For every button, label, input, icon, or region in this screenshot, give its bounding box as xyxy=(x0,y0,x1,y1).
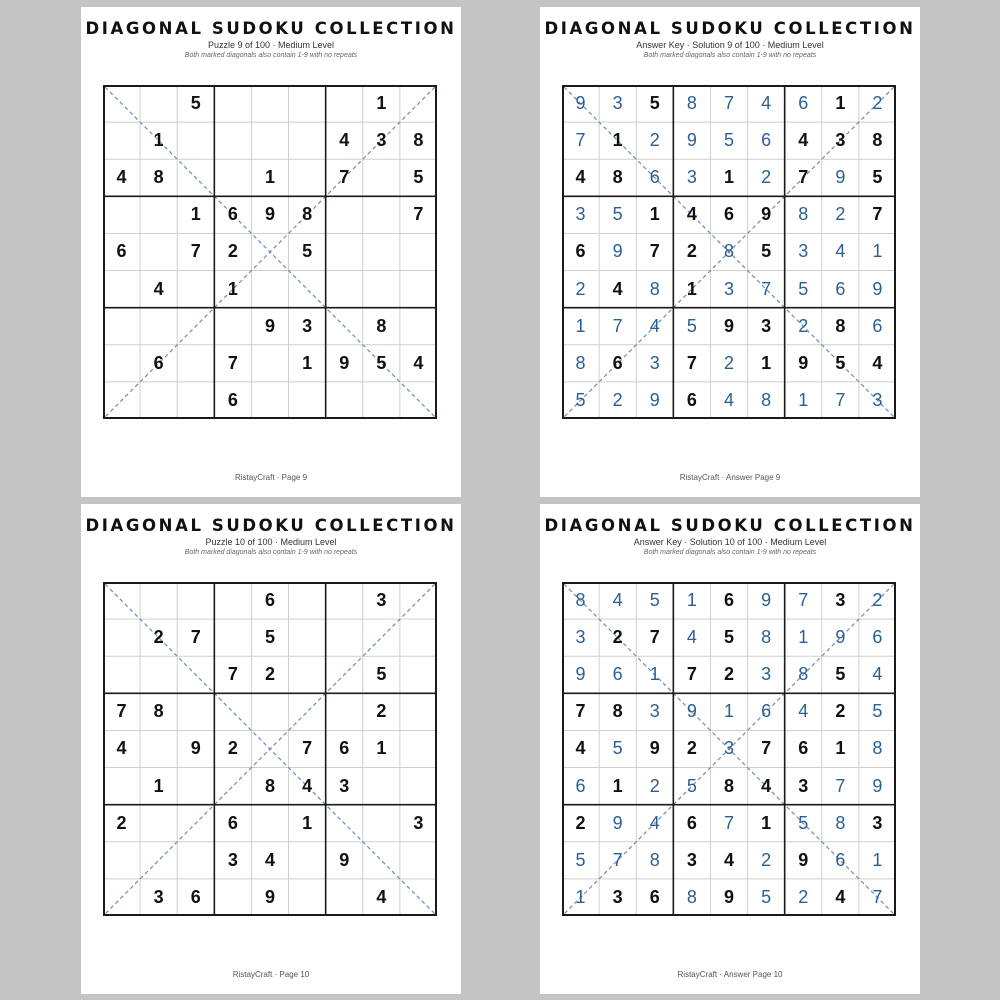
given-digit: 4 xyxy=(798,130,809,151)
diagonal-rule-note: Both marked diagonals also contain 1-9 with no repeats xyxy=(643,549,817,556)
given-digit: 1 xyxy=(835,738,846,759)
given-digit: 9 xyxy=(264,886,275,907)
given-digit: 3 xyxy=(376,130,387,151)
given-digit: 6 xyxy=(153,352,164,373)
given-digit: 8 xyxy=(153,167,164,188)
solution-digit: 4 xyxy=(649,812,660,833)
given-digit: 6 xyxy=(116,241,127,262)
solution-digit: 1 xyxy=(575,315,586,336)
given-digit: 8 xyxy=(723,775,734,796)
given-digit: 1 xyxy=(190,204,201,225)
given-digit: 7 xyxy=(761,738,772,759)
given-digit: 4 xyxy=(761,775,772,796)
page-title: DIAGONAL SUDOKU COLLECTION xyxy=(85,19,457,38)
solution-digit: 8 xyxy=(686,93,697,114)
solution-digit: 9 xyxy=(835,167,846,188)
solution-digit: 1 xyxy=(872,849,883,870)
solution-digit: 3 xyxy=(575,204,586,225)
solution-digit: 8 xyxy=(575,352,586,373)
given-digit: 8 xyxy=(153,701,164,722)
solution-digit: 7 xyxy=(723,93,734,114)
given-digit: 2 xyxy=(153,627,164,648)
solution-digit: 7 xyxy=(835,389,846,410)
solution-digit: 4 xyxy=(612,590,623,611)
given-digit: 9 xyxy=(339,352,350,373)
given-digit: 9 xyxy=(190,738,201,759)
given-digit: 4 xyxy=(339,130,350,151)
solution-digit: 2 xyxy=(798,886,809,907)
given-digit: 3 xyxy=(413,812,424,833)
solution-digit: 7 xyxy=(612,315,623,336)
given-digit: 7 xyxy=(686,352,697,373)
given-digit: 9 xyxy=(264,315,275,336)
given-digit: 9 xyxy=(798,849,809,870)
given-digit: 7 xyxy=(116,701,127,722)
given-digit: 2 xyxy=(612,627,623,648)
given-digit: 5 xyxy=(649,93,660,114)
given-digit: 4 xyxy=(116,738,127,759)
given-digit: 1 xyxy=(227,278,238,299)
given-digit: 5 xyxy=(723,627,734,648)
given-digit: 5 xyxy=(872,167,883,188)
solution-digit: 7 xyxy=(761,278,772,299)
solution-digit: 5 xyxy=(612,738,623,759)
solution-digit: 5 xyxy=(575,389,586,410)
solution-digit: 5 xyxy=(649,590,660,611)
solution-digit: 1 xyxy=(872,241,883,262)
given-digit: 6 xyxy=(227,812,238,833)
given-digit: 1 xyxy=(612,130,623,151)
given-digit: 7 xyxy=(302,738,313,759)
given-digit: 3 xyxy=(227,849,238,870)
given-digit: 5 xyxy=(413,167,424,188)
solution-digit: 1 xyxy=(723,701,734,722)
given-digit: 6 xyxy=(227,204,238,225)
solution-digit: 6 xyxy=(761,701,772,722)
sudoku-grid xyxy=(103,85,437,419)
solution-digit: 6 xyxy=(761,130,772,151)
answer-page-10 xyxy=(540,504,920,994)
given-digit: 1 xyxy=(835,93,846,114)
solution-digit: 4 xyxy=(798,701,809,722)
solution-digit: 1 xyxy=(798,389,809,410)
solution-digit: 9 xyxy=(872,278,883,299)
solution-digit: 2 xyxy=(798,315,809,336)
given-digit: 8 xyxy=(264,775,275,796)
given-digit: 2 xyxy=(376,701,387,722)
solution-digit: 6 xyxy=(872,627,883,648)
given-digit: 1 xyxy=(153,775,164,796)
solution-digit: 1 xyxy=(575,886,586,907)
solution-digit: 8 xyxy=(835,812,846,833)
given-digit: 9 xyxy=(339,849,350,870)
given-digit: 1 xyxy=(302,352,313,373)
solution-digit: 9 xyxy=(612,241,623,262)
given-digit: 6 xyxy=(227,389,238,410)
given-digit: 6 xyxy=(575,241,586,262)
given-digit: 5 xyxy=(835,664,846,685)
given-digit: 3 xyxy=(835,590,846,611)
solution-digit: 7 xyxy=(835,775,846,796)
given-digit: 8 xyxy=(376,315,387,336)
solution-digit: 8 xyxy=(798,204,809,225)
solution-digit: 4 xyxy=(723,389,734,410)
given-digit: 1 xyxy=(376,738,387,759)
given-digit: 4 xyxy=(302,775,313,796)
given-digit: 6 xyxy=(190,886,201,907)
solution-digit: 3 xyxy=(649,352,660,373)
given-digit: 6 xyxy=(612,352,623,373)
solution-digit: 7 xyxy=(575,130,586,151)
diagonal-rule-note: Both marked diagonals also contain 1-9 with no repeats xyxy=(184,52,358,59)
given-digit: 3 xyxy=(686,849,697,870)
solution-digit: 2 xyxy=(649,130,660,151)
solution-digit: 6 xyxy=(835,278,846,299)
solution-digit: 5 xyxy=(798,278,809,299)
given-digit: 1 xyxy=(761,352,772,373)
given-digit: 1 xyxy=(761,812,772,833)
solution-digit: 5 xyxy=(723,130,734,151)
answer-page-9 xyxy=(540,7,920,497)
page-footer: RistayCraft · Answer Page 9 xyxy=(679,473,781,482)
solution-digit: 6 xyxy=(612,664,623,685)
solution-digit: 9 xyxy=(686,130,697,151)
solution-digit: 8 xyxy=(761,389,772,410)
given-digit: 1 xyxy=(302,812,313,833)
given-digit: 4 xyxy=(872,352,883,373)
given-digit: 5 xyxy=(376,664,387,685)
solution-digit: 3 xyxy=(723,738,734,759)
solution-digit: 1 xyxy=(798,627,809,648)
given-digit: 3 xyxy=(302,315,313,336)
given-digit: 6 xyxy=(686,389,697,410)
solution-digit: 8 xyxy=(686,886,697,907)
solution-digit: 7 xyxy=(612,849,623,870)
given-digit: 1 xyxy=(264,167,275,188)
solution-digit: 5 xyxy=(575,849,586,870)
solution-digit: 7 xyxy=(798,590,809,611)
given-digit: 1 xyxy=(612,775,623,796)
solution-digit: 3 xyxy=(798,241,809,262)
given-digit: 2 xyxy=(835,701,846,722)
given-digit: 1 xyxy=(686,278,697,299)
given-digit: 8 xyxy=(612,167,623,188)
solution-digit: 2 xyxy=(575,278,586,299)
solution-digit: 8 xyxy=(649,849,660,870)
solution-digit: 8 xyxy=(761,627,772,648)
solution-digit: 3 xyxy=(575,627,586,648)
solution-digit: 3 xyxy=(723,278,734,299)
solution-digit: 2 xyxy=(872,93,883,114)
solution-digit: 2 xyxy=(649,775,660,796)
solution-digit: 3 xyxy=(649,701,660,722)
solution-digit: 2 xyxy=(612,389,623,410)
solution-digit: 5 xyxy=(686,315,697,336)
given-digit: 4 xyxy=(612,278,623,299)
given-digit: 7 xyxy=(190,627,201,648)
given-digit: 5 xyxy=(835,352,846,373)
page-title: DIAGONAL SUDOKU COLLECTION xyxy=(85,516,457,535)
given-digit: 7 xyxy=(227,352,238,373)
solution-digit: 4 xyxy=(761,93,772,114)
given-digit: 7 xyxy=(649,627,660,648)
sudoku-grid xyxy=(562,582,896,916)
given-digit: 6 xyxy=(339,738,350,759)
solution-digit: 5 xyxy=(761,886,772,907)
given-digit: 9 xyxy=(761,204,772,225)
given-digit: 8 xyxy=(413,130,424,151)
given-digit: 3 xyxy=(761,315,772,336)
given-digit: 6 xyxy=(723,590,734,611)
solution-digit: 2 xyxy=(835,204,846,225)
given-digit: 3 xyxy=(835,130,846,151)
solution-digit: 2 xyxy=(872,590,883,611)
solution-digit: 9 xyxy=(575,93,586,114)
solution-digit: 4 xyxy=(835,241,846,262)
given-digit: 9 xyxy=(649,738,660,759)
puzzle-page-9 xyxy=(81,7,461,497)
given-digit: 5 xyxy=(376,352,387,373)
solution-digit: 9 xyxy=(612,812,623,833)
given-digit: 5 xyxy=(264,627,275,648)
given-digit: 9 xyxy=(798,352,809,373)
solution-digit: 6 xyxy=(575,775,586,796)
given-digit: 2 xyxy=(227,241,238,262)
solution-digit: 1 xyxy=(686,590,697,611)
given-digit: 8 xyxy=(302,204,313,225)
solution-digit: 5 xyxy=(798,812,809,833)
solution-digit: 7 xyxy=(723,812,734,833)
given-digit: 7 xyxy=(649,241,660,262)
sudoku-grid xyxy=(103,582,437,916)
given-digit: 1 xyxy=(723,167,734,188)
given-digit: 4 xyxy=(116,167,127,188)
page-footer: RistayCraft · Page 10 xyxy=(232,970,310,979)
solution-digit: 8 xyxy=(649,278,660,299)
given-digit: 8 xyxy=(835,315,846,336)
page-footer: RistayCraft · Page 9 xyxy=(234,473,308,482)
given-digit: 4 xyxy=(153,278,164,299)
solution-digit: 4 xyxy=(686,627,697,648)
given-digit: 4 xyxy=(575,167,586,188)
page-subtitle: Answer Key · Solution 9 of 100 · Medium Level xyxy=(636,40,824,50)
given-digit: 3 xyxy=(339,775,350,796)
given-digit: 5 xyxy=(761,241,772,262)
given-digit: 7 xyxy=(798,167,809,188)
solution-digit: 2 xyxy=(761,167,772,188)
given-digit: 1 xyxy=(376,93,387,114)
given-digit: 7 xyxy=(227,664,238,685)
given-digit: 1 xyxy=(153,130,164,151)
solution-digit: 1 xyxy=(649,664,660,685)
given-digit: 7 xyxy=(872,204,883,225)
solution-digit: 8 xyxy=(575,590,586,611)
given-digit: 4 xyxy=(723,849,734,870)
given-digit: 6 xyxy=(649,886,660,907)
given-digit: 4 xyxy=(686,204,697,225)
given-digit: 2 xyxy=(723,664,734,685)
given-digit: 7 xyxy=(686,664,697,685)
solution-digit: 6 xyxy=(798,93,809,114)
given-digit: 5 xyxy=(190,93,201,114)
solution-digit: 9 xyxy=(872,775,883,796)
solution-digit: 5 xyxy=(872,701,883,722)
given-digit: 3 xyxy=(798,775,809,796)
page-title: DIAGONAL SUDOKU COLLECTION xyxy=(544,516,916,535)
given-digit: 2 xyxy=(575,812,586,833)
solution-digit: 8 xyxy=(798,664,809,685)
given-digit: 2 xyxy=(686,241,697,262)
solution-digit: 4 xyxy=(872,664,883,685)
given-digit: 3 xyxy=(153,886,164,907)
given-digit: 7 xyxy=(413,204,424,225)
given-digit: 7 xyxy=(339,167,350,188)
given-digit: 4 xyxy=(835,886,846,907)
solution-digit: 3 xyxy=(872,389,883,410)
solution-digit: 2 xyxy=(723,352,734,373)
solution-digit: 7 xyxy=(872,886,883,907)
solution-digit: 9 xyxy=(686,701,697,722)
given-digit: 8 xyxy=(612,701,623,722)
solution-digit: 3 xyxy=(612,93,623,114)
solution-digit: 2 xyxy=(761,849,772,870)
solution-digit: 8 xyxy=(872,738,883,759)
solution-digit: 9 xyxy=(649,389,660,410)
puzzle-page-10 xyxy=(81,504,461,994)
given-digit: 6 xyxy=(686,812,697,833)
page-footer: RistayCraft · Answer Page 10 xyxy=(677,970,783,979)
given-digit: 3 xyxy=(872,812,883,833)
solution-digit: 5 xyxy=(686,775,697,796)
given-digit: 2 xyxy=(227,738,238,759)
given-digit: 4 xyxy=(376,886,387,907)
given-digit: 2 xyxy=(116,812,127,833)
given-digit: 2 xyxy=(686,738,697,759)
solution-digit: 6 xyxy=(835,849,846,870)
given-digit: 7 xyxy=(190,241,201,262)
given-digit: 3 xyxy=(612,886,623,907)
given-digit: 6 xyxy=(798,738,809,759)
diagonal-rule-note: Both marked diagonals also contain 1-9 with no repeats xyxy=(184,549,358,556)
given-digit: 4 xyxy=(264,849,275,870)
solution-digit: 9 xyxy=(835,627,846,648)
page-subtitle: Answer Key · Solution 10 of 100 · Medium Level xyxy=(633,537,827,547)
sudoku-grid xyxy=(562,85,896,419)
given-digit: 4 xyxy=(413,352,424,373)
given-digit: 9 xyxy=(723,315,734,336)
solution-digit: 9 xyxy=(575,664,586,685)
solution-digit: 4 xyxy=(649,315,660,336)
given-digit: 9 xyxy=(723,886,734,907)
page-subtitle: Puzzle 10 of 100 · Medium Level xyxy=(205,537,337,547)
given-digit: 9 xyxy=(264,204,275,225)
given-digit: 6 xyxy=(723,204,734,225)
given-digit: 6 xyxy=(264,590,275,611)
solution-digit: 6 xyxy=(872,315,883,336)
given-digit: 7 xyxy=(575,701,586,722)
page-title: DIAGONAL SUDOKU COLLECTION xyxy=(544,19,916,38)
solution-digit: 6 xyxy=(649,167,660,188)
solution-digit: 3 xyxy=(761,664,772,685)
given-digit: 1 xyxy=(649,204,660,225)
given-digit: 5 xyxy=(302,241,313,262)
diagonal-rule-note: Both marked diagonals also contain 1-9 with no repeats xyxy=(643,52,817,59)
given-digit: 2 xyxy=(264,664,275,685)
solution-digit: 9 xyxy=(761,590,772,611)
solution-digit: 3 xyxy=(686,167,697,188)
given-digit: 3 xyxy=(376,590,387,611)
solution-digit: 5 xyxy=(612,204,623,225)
given-digit: 4 xyxy=(575,738,586,759)
solution-digit: 8 xyxy=(723,241,734,262)
given-digit: 8 xyxy=(872,130,883,151)
page-subtitle: Puzzle 9 of 100 · Medium Level xyxy=(207,40,335,50)
